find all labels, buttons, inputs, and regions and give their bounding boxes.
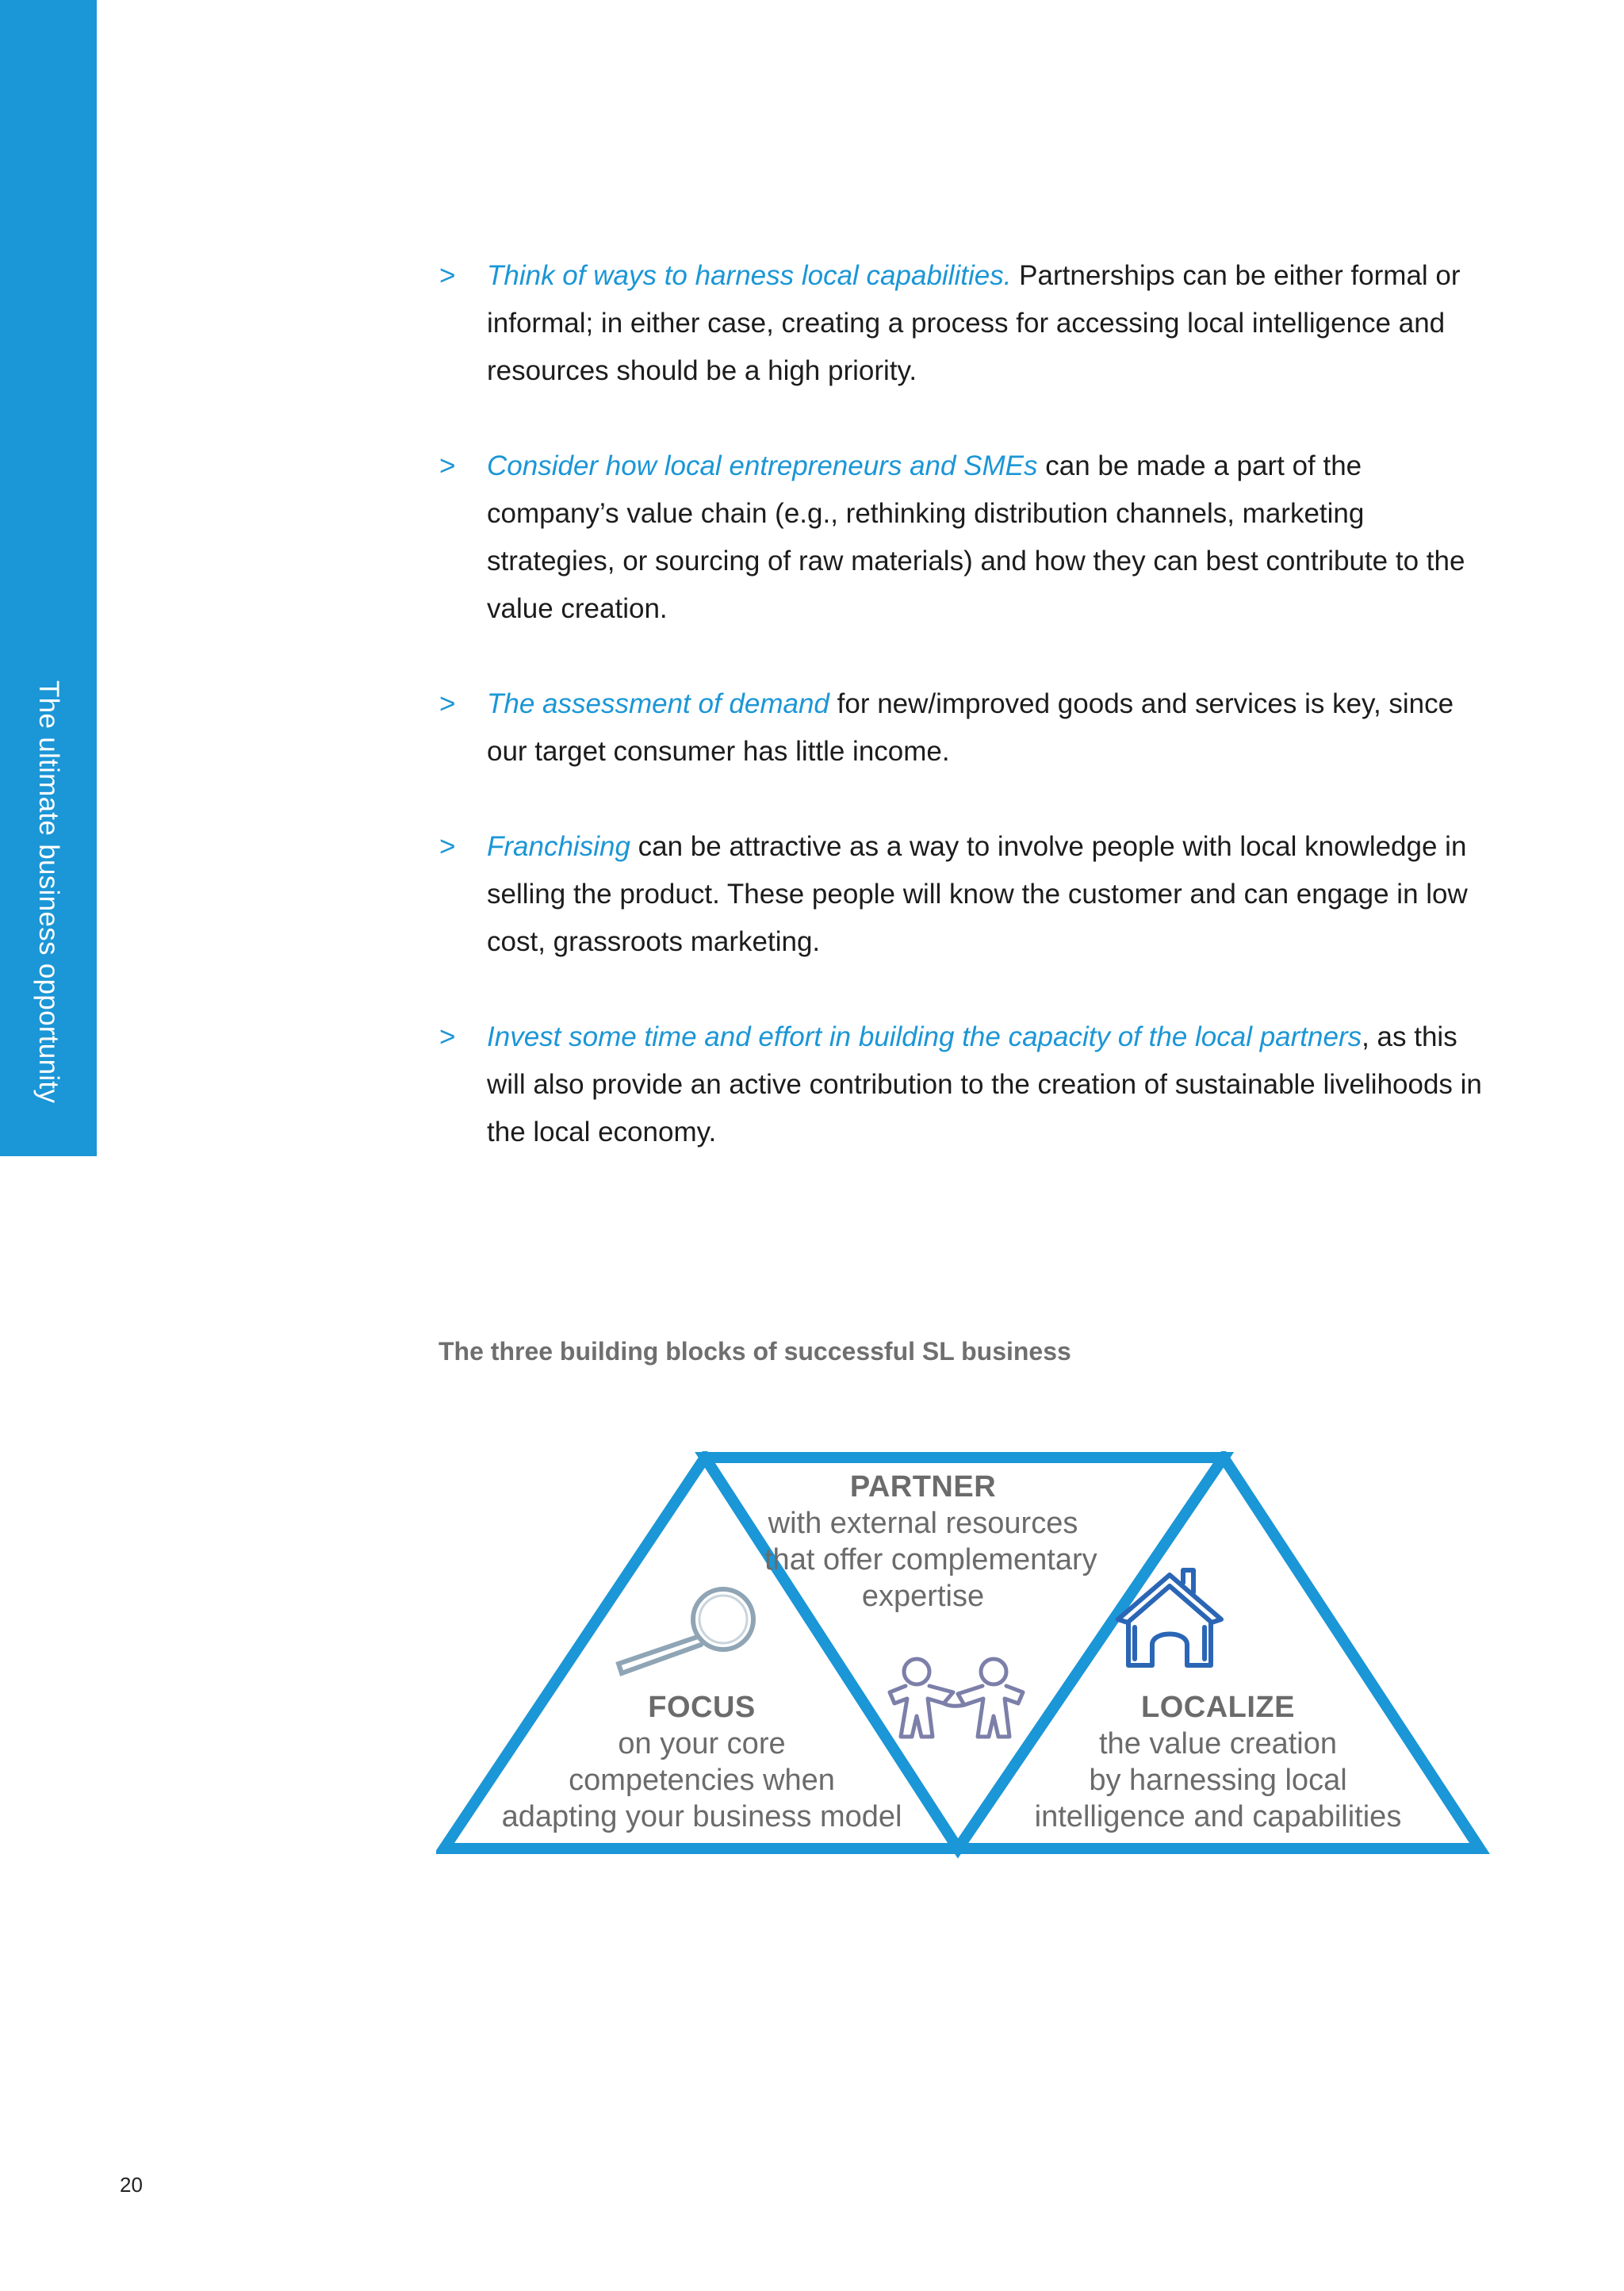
bullet-marker: > xyxy=(439,688,456,719)
partner-line: that offer complementary xyxy=(764,1543,1097,1576)
building-blocks-diagram xyxy=(436,1451,1491,1864)
magnifying-glass-icon xyxy=(619,1589,753,1673)
list-item xyxy=(436,1013,1499,1156)
partner-block xyxy=(764,1469,1097,1615)
bullet-text: can be attractive as a way to involve people with local knowledge in selling the product. These people will know the customer and can engage in low cost, grassroots marketing. xyxy=(487,831,1468,957)
bullet-lead: Franchising xyxy=(487,831,630,862)
bullet-lead: Invest some time and effort in building the capacity of the local partners xyxy=(487,1021,1362,1052)
list-item xyxy=(436,823,1499,966)
bullet-marker: > xyxy=(439,1021,456,1052)
list-item xyxy=(436,680,1499,776)
side-tab-label: The ultimate business opportunity xyxy=(33,680,64,1104)
list-item xyxy=(436,252,1499,395)
focus-block xyxy=(484,1689,920,1835)
bullet-text: for new/improved goods and services is key, since our target consumer has little income. xyxy=(487,688,1454,767)
bullet-marker: > xyxy=(439,450,456,481)
partner-line: with external resources xyxy=(768,1507,1078,1540)
focus-line: competencies when xyxy=(569,1764,835,1797)
bullet-text: Partnerships can be either formal or informal; in either case, creating a process for accessing local intelligence and resources should be a high priority. xyxy=(487,260,1461,386)
partner-line: expertise xyxy=(861,1580,985,1613)
bullet-text: can be made a part of the company’s value chain (e.g., rethinking distribution channels, marketing strategies, or sourcing of raw materials) and how they can best contribute to the value creation. xyxy=(487,450,1465,624)
list-item xyxy=(436,442,1499,633)
localize-block xyxy=(996,1689,1440,1835)
focus-line: adapting your business model xyxy=(501,1800,902,1833)
partner-heading: PARTNER xyxy=(849,1470,997,1504)
bullet-marker: > xyxy=(439,260,456,291)
bullet-lead: Consider how local entrepreneurs and SMEs xyxy=(487,450,1038,481)
localize-line: intelligence and capabilities xyxy=(1034,1800,1402,1833)
diagram-title: The three building blocks of successful SL business xyxy=(439,1337,1071,1366)
focus-line: on your core xyxy=(618,1727,786,1760)
bullet-marker: > xyxy=(439,831,456,862)
focus-heading: FOCUS xyxy=(648,1691,756,1724)
recommendation-list xyxy=(436,252,1499,1204)
page-number: 20 xyxy=(120,2173,143,2197)
localize-line: the value creation xyxy=(1099,1727,1337,1760)
localize-line: by harnessing local xyxy=(1089,1764,1347,1797)
bullet-lead: Think of ways to harness local capabilities. xyxy=(487,260,1012,291)
localize-heading: LOCALIZE xyxy=(1141,1691,1295,1724)
bullet-lead: The assessment of demand xyxy=(487,688,829,719)
bullet-text: , as this will also provide an active contribution to the creation of sustainable livelihoods in the local economy. xyxy=(487,1021,1482,1147)
